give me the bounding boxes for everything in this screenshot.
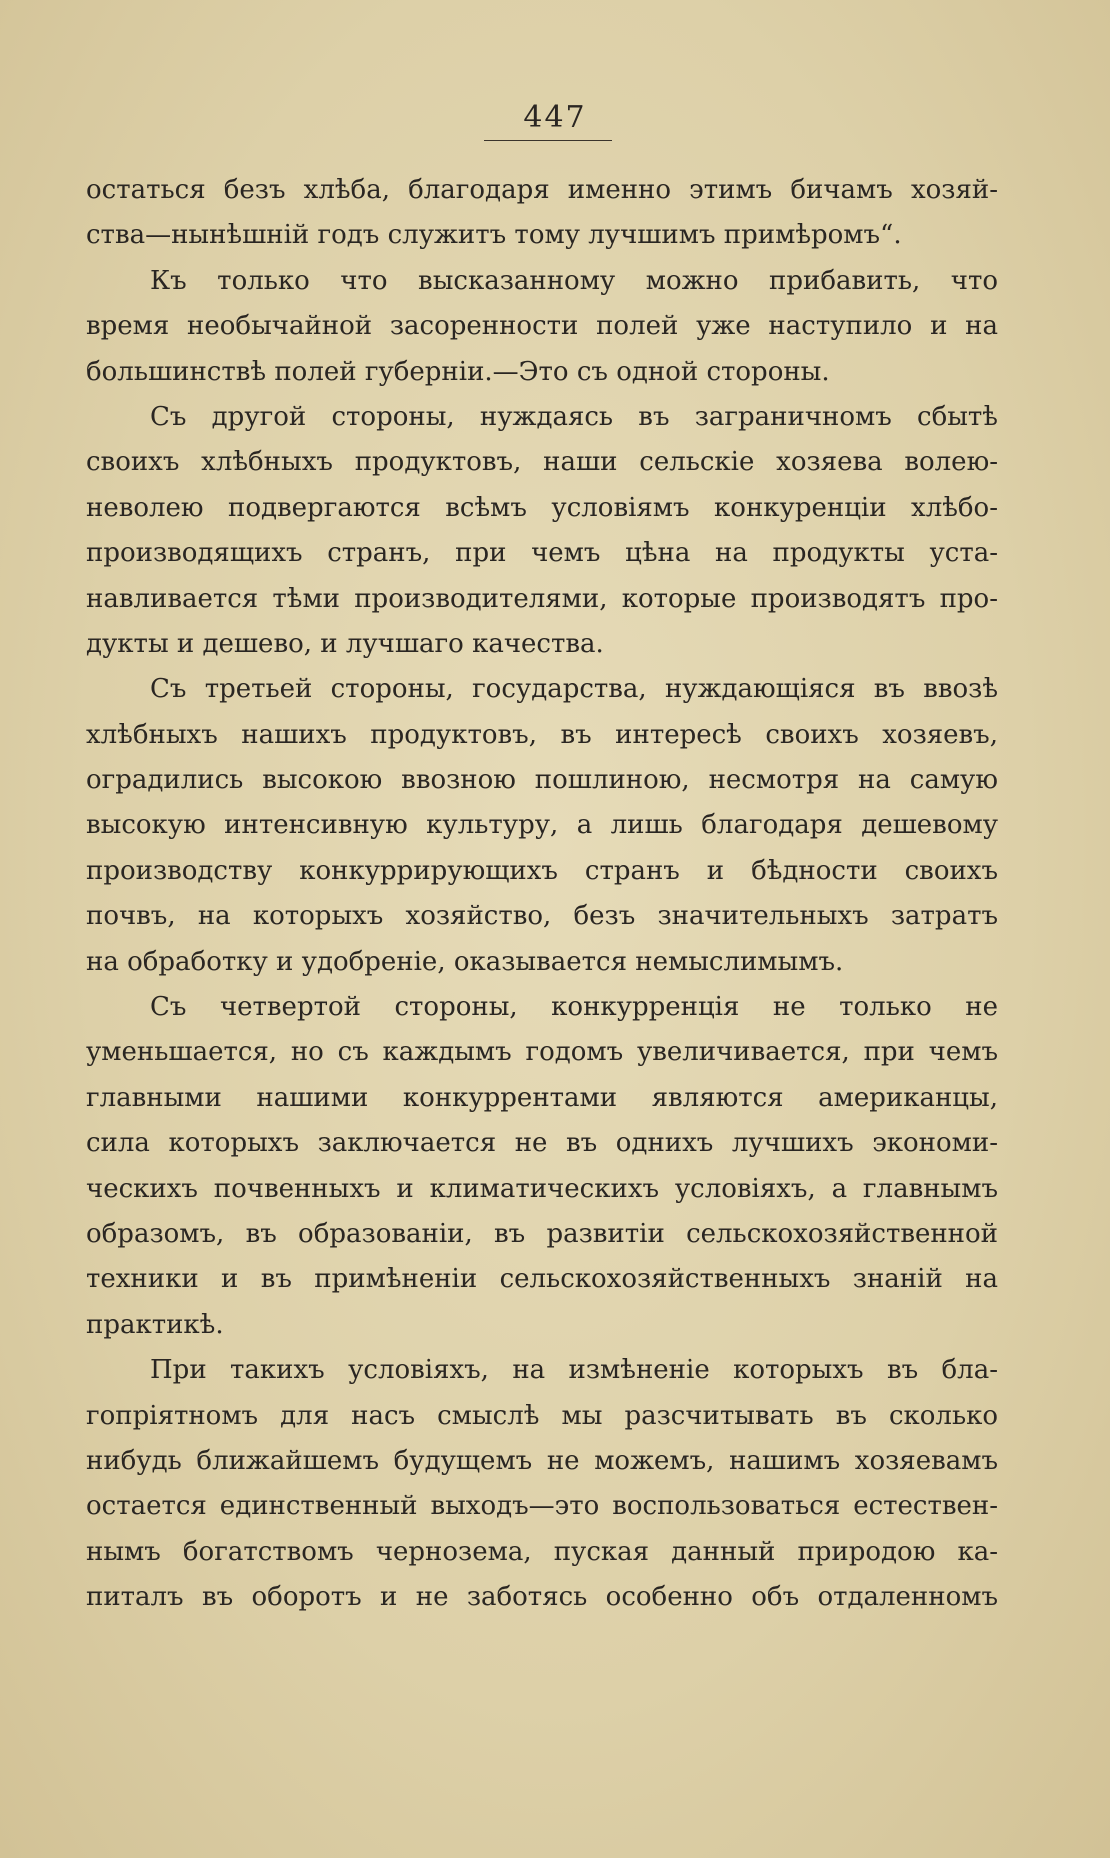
- text-line: нибудь ближайшемъ будущемъ не можемъ, нашимъ хозяевамъ: [86, 1445, 998, 1476]
- text-line: гопріятномъ для насъ смыслѣ мы разсчитывать въ сколько: [86, 1400, 998, 1431]
- text-line: Съ третьей стороны, государства, нуждающіяся въ ввозѣ: [150, 674, 998, 705]
- text-line: ческихъ почвенныхъ и климатическихъ условіяхъ, а главнымъ: [86, 1173, 998, 1204]
- header-rule: [484, 140, 612, 141]
- text-line: главными нашими конкуррентами являются американцы,: [86, 1082, 998, 1113]
- text-line: Къ только что высказанному можно прибавить, что: [150, 265, 998, 296]
- body-text: [86, 168, 998, 1621]
- text-line: высокую интенсивную культуру, а лишь благодаря дешевому: [86, 810, 998, 841]
- text-line: практикѣ.: [86, 1309, 224, 1340]
- text-line: При такихъ условіяхъ, на измѣненіе которыхъ въ бла-: [150, 1355, 998, 1386]
- paragraph: [86, 168, 998, 259]
- text-line: образомъ, въ образованіи, въ развитіи сельскохозяйственной: [86, 1218, 998, 1249]
- text-line: остается единственный выходъ—это воспользоваться естествен-: [86, 1491, 998, 1522]
- text-line: своихъ хлѣбныхъ продуктовъ, наши сельскіе хозяева волею-: [86, 447, 998, 478]
- text-line: питалъ въ оборотъ и не заботясь особенно объ отдаленномъ: [86, 1582, 998, 1613]
- paragraph: [86, 395, 998, 667]
- text-line: неволею подвергаются всѣмъ условіямъ конкуренціи хлѣбо-: [86, 492, 998, 523]
- paragraph: [86, 259, 998, 395]
- paragraph: [86, 667, 998, 985]
- text-line: хлѣбныхъ нашихъ продуктовъ, въ интересѣ своихъ хозяевъ,: [86, 719, 998, 750]
- text-line: сила которыхъ заключается не въ однихъ лучшихъ экономи-: [86, 1128, 998, 1159]
- text-line: техники и въ примѣненіи сельскохозяйственныхъ знаній на: [86, 1264, 998, 1295]
- text-line: почвъ, на которыхъ хозяйство, безъ значительныхъ затратъ: [86, 901, 998, 932]
- text-line: производящихъ странъ, при чемъ цѣна на продукты уста-: [86, 538, 998, 569]
- text-line: большинствѣ полей губерніи.—Это съ одной стороны.: [86, 356, 830, 387]
- paragraph: [86, 1348, 998, 1620]
- paragraph: [86, 985, 998, 1348]
- text-line: Съ четвертой стороны, конкурренція не только не: [150, 992, 998, 1023]
- text-line: уменьшается, но съ каждымъ годомъ увеличивается, при чемъ: [86, 1037, 998, 1068]
- text-line: дукты и дешево, и лучшаго качества.: [86, 628, 604, 659]
- text-line: оградились высокою ввозною пошлиною, несмотря на самую: [86, 765, 998, 796]
- text-line: Съ другой стороны, нуждаясь въ заграничномъ сбытѣ: [150, 401, 998, 432]
- page-number: 447: [523, 100, 587, 135]
- text-line: навливается тѣми производителями, которые производятъ про-: [86, 583, 998, 614]
- text-line: на обработку и удобреніе, оказывается немыслимымъ.: [86, 946, 844, 977]
- text-line: нымъ богатствомъ чернозема, пуская данный природою ка-: [86, 1536, 998, 1567]
- text-line: ства—нынѣшній годъ служитъ тому лучшимъ примѣромъ“.: [86, 220, 902, 251]
- text-line: остаться безъ хлѣба, благодаря именно этимъ бичамъ хозяй-: [86, 175, 998, 205]
- text-line: время необычайной засоренности полей уже наступило и на: [86, 311, 998, 342]
- text-line: производству конкуррирующихъ странъ и бѣдности своихъ: [86, 855, 998, 886]
